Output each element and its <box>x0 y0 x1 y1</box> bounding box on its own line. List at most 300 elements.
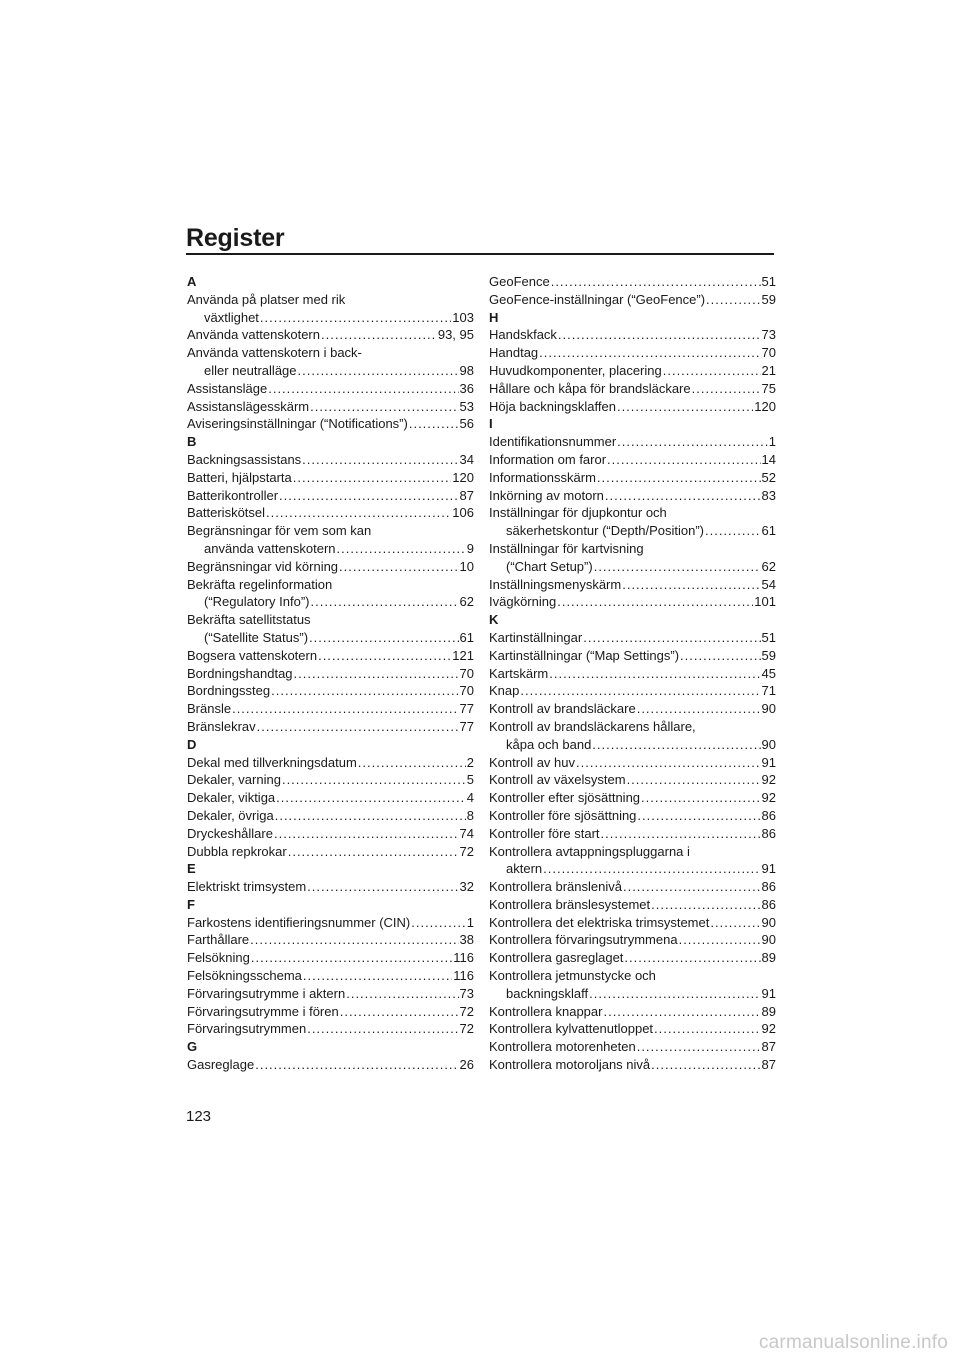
index-entry-text: Farthållare <box>187 932 250 948</box>
index-entry <box>187 487 474 505</box>
index-entry <box>489 682 776 700</box>
index-entry-line <box>187 291 474 309</box>
index-entry <box>489 771 776 789</box>
index-entry-page: 86 <box>761 879 776 895</box>
index-entry-line <box>489 665 776 683</box>
index-entry-line <box>187 914 474 932</box>
index-entry <box>489 647 776 665</box>
index-entry-page: 74 <box>459 825 474 841</box>
index-entry-line <box>489 504 776 522</box>
index-entry <box>489 291 776 309</box>
dot-leader <box>543 860 760 878</box>
index-entry-text: Kartskärm <box>489 665 549 681</box>
index-entry <box>489 843 776 879</box>
index-entry-text: Felsökningsschema <box>187 968 302 984</box>
index-entry-line <box>489 843 776 861</box>
index-entry <box>489 487 776 505</box>
index-entry-line <box>187 700 474 718</box>
dot-leader <box>601 825 761 843</box>
index-entry-text: Begränsningar för vem som kan <box>187 523 372 539</box>
index-entry <box>489 789 776 807</box>
index-entry-line <box>489 469 776 487</box>
index-entry-page: 62 <box>459 594 474 610</box>
index-entry-page: 87 <box>761 1039 776 1055</box>
index-entry-line <box>187 807 474 825</box>
index-entry-page: 51 <box>761 274 776 289</box>
index-entry-line <box>187 576 474 594</box>
index-entry-page: 120 <box>452 469 474 485</box>
index-entry-page: 92 <box>761 790 776 806</box>
index-entry <box>187 326 474 344</box>
index-entry-line <box>187 647 474 665</box>
dot-leader <box>321 326 437 344</box>
dot-leader <box>266 504 451 522</box>
index-entry-text: Kontrollera det elektriska trimsystemet <box>489 914 710 930</box>
index-entry-text: Bekräfta satellitstatus <box>187 612 311 628</box>
index-entry-line <box>187 344 474 362</box>
dot-leader <box>271 682 458 700</box>
dot-leader <box>692 380 761 398</box>
index-entry <box>187 415 474 433</box>
dot-leader <box>663 362 761 380</box>
index-entry-line <box>489 896 776 914</box>
index-entry-line <box>489 629 776 647</box>
index-entry-text: (“Chart Setup”) <box>506 558 593 574</box>
index-entry-line <box>489 433 776 451</box>
index-entry-text: Kontrollera motoroljans nivå <box>489 1057 651 1073</box>
index-entry-text: Kontroller efter sjösättning <box>489 790 641 806</box>
index-entry-page: 72 <box>459 1003 474 1019</box>
index-entry <box>489 967 776 1003</box>
index-entry-line <box>489 825 776 843</box>
index-entry-page: 103 <box>452 309 474 325</box>
index-entry-text: Kontrollera motorenheten <box>489 1039 636 1055</box>
index-entry <box>489 1020 776 1038</box>
index-entry <box>187 967 474 985</box>
index-entry-continuation <box>187 309 474 327</box>
section-letter: D <box>187 736 197 752</box>
dot-leader <box>303 967 452 985</box>
index-entry-line <box>489 1020 776 1038</box>
index-entry-text: Handtag <box>489 345 539 361</box>
index-entry-text: Bogsera vattenskotern <box>187 647 318 663</box>
dot-leader <box>260 309 451 327</box>
index-entry-line <box>187 1020 474 1038</box>
index-entry <box>489 451 776 469</box>
dot-leader <box>583 629 760 647</box>
index-entry-text: Använda vattenskotern <box>187 327 320 343</box>
index-entry-text: Bordningshandtag <box>187 665 293 681</box>
index-entry <box>187 682 474 700</box>
index-entry-text: säkerhetskontur (“Depth/Position”) <box>506 523 704 539</box>
index-entry-line <box>489 487 776 505</box>
index-entry-text: Farkostens identifieringsnummer (CIN) <box>187 914 411 930</box>
index-entry-text: Dekaler, varning <box>187 772 281 788</box>
index-entry-text: Bränslekrav <box>187 718 256 734</box>
index-entry-page: 5 <box>466 772 474 788</box>
index-entry-page: 90 <box>761 914 776 930</box>
dot-leader <box>594 558 761 576</box>
index-entry-line <box>187 558 474 576</box>
index-entry-line <box>489 380 776 398</box>
dot-leader <box>637 1038 761 1056</box>
index-entry-line <box>489 273 776 291</box>
index-entry <box>187 558 474 576</box>
index-entry-page: 92 <box>761 1021 776 1037</box>
dot-leader <box>558 326 761 344</box>
index-entry-page: 98 <box>459 362 474 378</box>
index-entry-line <box>187 326 474 344</box>
index-entry-page: 70 <box>459 683 474 699</box>
index-entry-text: Dryckeshållare <box>187 825 273 841</box>
dot-leader <box>251 949 452 967</box>
section-letter: H <box>489 309 499 325</box>
index-entry-text: Höja backningsklaffen <box>489 398 616 414</box>
index-entry-line <box>489 754 776 772</box>
section-letter: G <box>187 1039 198 1055</box>
index-entry <box>187 985 474 1003</box>
index-entry-page: 4 <box>466 790 474 806</box>
dot-leader <box>641 789 761 807</box>
index-entry-text: Information om faror <box>489 451 607 467</box>
index-entry <box>489 896 776 914</box>
index-entry-line <box>187 487 474 505</box>
index-entry-line <box>187 451 474 469</box>
index-entry-continuation <box>489 860 776 878</box>
index-entry-page: 120 <box>754 398 776 414</box>
index-entry <box>489 344 776 362</box>
dot-leader <box>268 380 458 398</box>
index-entry <box>187 931 474 949</box>
index-entry-page: 93, 95 <box>437 327 474 343</box>
index-entry-line <box>489 1003 776 1021</box>
dot-leader <box>339 558 458 576</box>
index-entry <box>187 380 474 398</box>
dot-leader <box>539 344 760 362</box>
index-entry-page: 59 <box>761 647 776 663</box>
index-entry-text: Förvaringsutrymme i aktern <box>187 985 346 1001</box>
index-entry-text: Kontroller före start <box>489 825 600 841</box>
section-letter: B <box>187 434 197 450</box>
index-entry <box>187 949 474 967</box>
dot-leader <box>307 878 458 896</box>
index-entry-line <box>489 682 776 700</box>
dot-leader <box>337 540 466 558</box>
index-entry-line <box>489 291 776 309</box>
index-column-right <box>489 273 776 1074</box>
index-entry-page: 9 <box>466 540 474 556</box>
dot-leader <box>679 931 761 949</box>
dot-leader <box>310 398 458 416</box>
index-entry-page: 75 <box>761 380 776 396</box>
dot-leader <box>622 576 760 594</box>
index-entry-page: 91 <box>761 754 776 770</box>
index-entry-page: 116 <box>453 950 474 966</box>
index-entry <box>489 629 776 647</box>
index-entry-text: Dekaler, viktiga <box>187 790 276 806</box>
index-entry <box>187 611 474 647</box>
index-entry-text: Kontroll av brandsläckarens hållare, <box>489 718 696 734</box>
index-entry <box>489 665 776 683</box>
index-entry <box>187 1056 474 1074</box>
dot-leader <box>597 469 761 487</box>
index-entry-line <box>489 593 776 611</box>
section-letter: I <box>489 416 493 432</box>
index-entry <box>489 914 776 932</box>
index-entry-page: 89 <box>761 1003 776 1019</box>
dot-leader <box>706 291 760 309</box>
index-entry <box>489 380 776 398</box>
index-entry-text: Batteriskötsel <box>187 505 266 521</box>
index-entry-text: Använda vattenskotern i back- <box>187 345 362 361</box>
index-entry-page: 77 <box>459 701 474 717</box>
index-entry-continuation <box>187 593 474 611</box>
index-entry <box>187 451 474 469</box>
index-entry-line <box>489 344 776 362</box>
index-entry-line <box>489 967 776 985</box>
dot-leader <box>576 754 761 772</box>
index-entry-page: 45 <box>761 665 776 681</box>
index-entry-text: Bordningssteg <box>187 683 271 699</box>
index-entry <box>187 469 474 487</box>
dot-leader <box>232 700 458 718</box>
index-entry-text: Kontrollera jetmunstycke och <box>489 968 656 984</box>
index-entry-line <box>489 540 776 558</box>
index-entry-text: Batterikontroller <box>187 487 279 503</box>
dot-leader <box>340 1003 459 1021</box>
index-entry-line <box>187 878 474 896</box>
index-entry-text: backningsklaff <box>506 985 589 1001</box>
index-entry-line <box>187 825 474 843</box>
index-entry-page: 83 <box>761 487 776 503</box>
index-entry-page: 36 <box>459 380 474 396</box>
index-entry-page: 89 <box>761 950 776 966</box>
dot-leader <box>651 896 760 914</box>
dot-leader <box>411 914 466 932</box>
dot-leader <box>250 931 458 949</box>
dot-leader <box>651 1056 760 1074</box>
index-entry-page: 52 <box>761 469 776 485</box>
index-entry-page: 73 <box>459 985 474 1001</box>
index-entry <box>187 576 474 612</box>
index-entry <box>187 647 474 665</box>
dot-leader <box>592 736 760 754</box>
index-entry-line <box>489 878 776 896</box>
index-entry <box>187 344 474 380</box>
section-letter: F <box>187 896 195 912</box>
dot-leader <box>279 487 458 505</box>
index-entry-line <box>489 718 776 736</box>
index-entry-page: 70 <box>761 345 776 361</box>
index-entry-continuation <box>187 629 474 647</box>
index-entry-text: Bränsle <box>187 701 232 717</box>
index-entry-text: Elektriskt trimsystem <box>187 879 307 895</box>
dot-leader <box>589 985 760 1003</box>
index-entry-continuation <box>489 558 776 576</box>
dot-leader <box>288 843 459 861</box>
index-entry-page: 26 <box>459 1057 474 1073</box>
index-entry-text: Inkörning av motorn <box>489 487 604 503</box>
dot-leader <box>617 433 768 451</box>
index-entry-text: Informationsskärm <box>489 469 596 485</box>
index-entry <box>187 1003 474 1021</box>
index-entry-text: (“Regulatory Info”) <box>204 594 310 610</box>
index-entry-text: Kontrollera bränslesystemet <box>489 896 651 912</box>
index-entry <box>489 362 776 380</box>
dot-leader <box>310 593 458 611</box>
section-letter: E <box>187 861 196 877</box>
index-entry-continuation <box>489 736 776 754</box>
index-entry-page: 38 <box>459 932 474 948</box>
index-entry-page: 1 <box>768 434 776 450</box>
index-entry-page: 73 <box>761 327 776 343</box>
dot-leader <box>307 1020 458 1038</box>
index-entry-page: 14 <box>761 451 776 467</box>
index-entry-page: 70 <box>459 665 474 681</box>
index-entry <box>489 540 776 576</box>
index-entry <box>489 273 776 291</box>
page-title: Register <box>186 224 285 252</box>
index-entry <box>187 789 474 807</box>
index-entry-page: 91 <box>761 985 776 1001</box>
index-entry-text: Kontrollera kylvattenutloppet <box>489 1021 654 1037</box>
page-number: 123 <box>186 1108 212 1125</box>
index-entry <box>187 878 474 896</box>
index-entry-line <box>489 949 776 967</box>
dot-leader <box>318 647 451 665</box>
index-entry-text: kåpa och band <box>506 736 592 752</box>
index-entry <box>489 326 776 344</box>
index-entry-line <box>187 1003 474 1021</box>
index-entry-line <box>489 398 776 416</box>
index-entry-line <box>489 700 776 718</box>
index-entry <box>489 949 776 967</box>
index-entry-page: 77 <box>459 718 474 734</box>
index-entry-line <box>489 914 776 932</box>
index-entry-line <box>187 967 474 985</box>
index-entry-page: 106 <box>452 505 474 521</box>
index-entry-line <box>187 754 474 772</box>
index-entry-line <box>187 611 474 629</box>
index-entry-text: Förvaringsutrymmen <box>187 1021 307 1037</box>
dot-leader <box>624 949 760 967</box>
index-entry-text: Kontrollera avtappningspluggarna i <box>489 843 690 859</box>
index-entry-line <box>187 1056 474 1074</box>
dot-leader <box>282 771 466 789</box>
index-entry <box>187 843 474 861</box>
index-entry <box>489 504 776 540</box>
index-entry <box>489 398 776 416</box>
index-entry-page: 8 <box>466 807 474 823</box>
dot-leader <box>627 771 761 789</box>
index-entry-line <box>187 931 474 949</box>
dot-leader <box>257 718 459 736</box>
index-entry-text: Dekal med tillverkningsdatum <box>187 754 357 770</box>
index-entry-line <box>187 415 474 433</box>
index-entry-text: Gasreglage <box>187 1057 255 1073</box>
index-entry-text: Kontrollera bränslenivå <box>489 879 622 895</box>
dot-leader <box>705 522 761 540</box>
index-entry-page: 10 <box>459 558 474 574</box>
index-entry-text: Begränsningar vid körning <box>187 558 339 574</box>
index-entry-continuation <box>489 985 776 1003</box>
index-entry-page: 61 <box>459 629 474 645</box>
index-entry <box>187 1020 474 1038</box>
index-entry <box>489 878 776 896</box>
index-entry-line <box>489 771 776 789</box>
index-entry-text: Förvaringsutrymme i fören <box>187 1003 339 1019</box>
index-entry-text: Kontrollera gasreglaget <box>489 950 624 966</box>
index-entry-page: 21 <box>761 362 776 378</box>
index-entry-page: 53 <box>459 398 474 414</box>
index-entry-line <box>489 576 776 594</box>
index-entry <box>489 718 776 754</box>
index-entry-page: 86 <box>761 825 776 841</box>
watermark: carmanualsonline.info <box>758 1332 948 1353</box>
dot-leader <box>302 451 458 469</box>
index-entry-line <box>187 398 474 416</box>
index-entry-line <box>489 1056 776 1074</box>
index-entry-text: Kartinställningar <box>489 629 583 645</box>
index-entry <box>489 807 776 825</box>
index-entry-line <box>187 665 474 683</box>
index-entry-line <box>187 718 474 736</box>
index-entry-line <box>489 789 776 807</box>
dot-leader <box>294 665 459 683</box>
index-entry-line <box>187 771 474 789</box>
index-entry-text: Ivägkörning <box>489 594 557 610</box>
index-entry-continuation <box>187 540 474 558</box>
dot-leader <box>623 878 761 896</box>
index-entry <box>187 291 474 327</box>
index-entry <box>489 754 776 772</box>
index-entry <box>187 700 474 718</box>
index-entry-line <box>489 647 776 665</box>
index-entry-text: Kontroller före sjösättning <box>489 807 637 823</box>
index-entry-page: 92 <box>761 772 776 788</box>
index-entry-text: Dekaler, övriga <box>187 807 274 823</box>
index-entry-line <box>489 326 776 344</box>
index-entry-text: Kontroll av brandsläckare <box>489 701 636 717</box>
index-entry <box>187 398 474 416</box>
index-entry-page: 59 <box>761 291 776 307</box>
index-entry-text: Kontrollera förvaringsutrymmena <box>489 932 678 948</box>
section-letter: K <box>489 612 499 628</box>
index-entry <box>187 522 474 558</box>
dot-leader <box>603 1003 760 1021</box>
dot-leader <box>637 700 761 718</box>
index-entry <box>187 825 474 843</box>
index-entry-text: Handskfack <box>489 327 557 343</box>
index-entry-text: Inställningar för kartvisning <box>489 540 644 556</box>
index-entry-page: 90 <box>761 736 776 752</box>
index-entry-page: 51 <box>761 629 776 645</box>
title-rule <box>186 253 774 255</box>
dot-leader <box>680 647 761 665</box>
index-entry-text: Kartinställningar (“Map Settings”) <box>489 647 680 663</box>
index-entry-page: 90 <box>761 701 776 717</box>
index-entry-page: 121 <box>452 647 474 663</box>
index-entry-text: Aviseringsinställningar (“Notifications”) <box>187 416 408 432</box>
index-entry-line <box>187 843 474 861</box>
index-entry-text: aktern <box>506 861 543 877</box>
index-entry-text: Assistanslägesskärm <box>187 398 310 414</box>
index-entry-text: Kontroll av huv <box>489 754 575 770</box>
index-entry <box>489 700 776 718</box>
dot-leader <box>549 665 760 683</box>
index-entry-text: Huvudkomponenter, placering <box>489 362 662 378</box>
index-entry-page: 1 <box>466 914 474 930</box>
